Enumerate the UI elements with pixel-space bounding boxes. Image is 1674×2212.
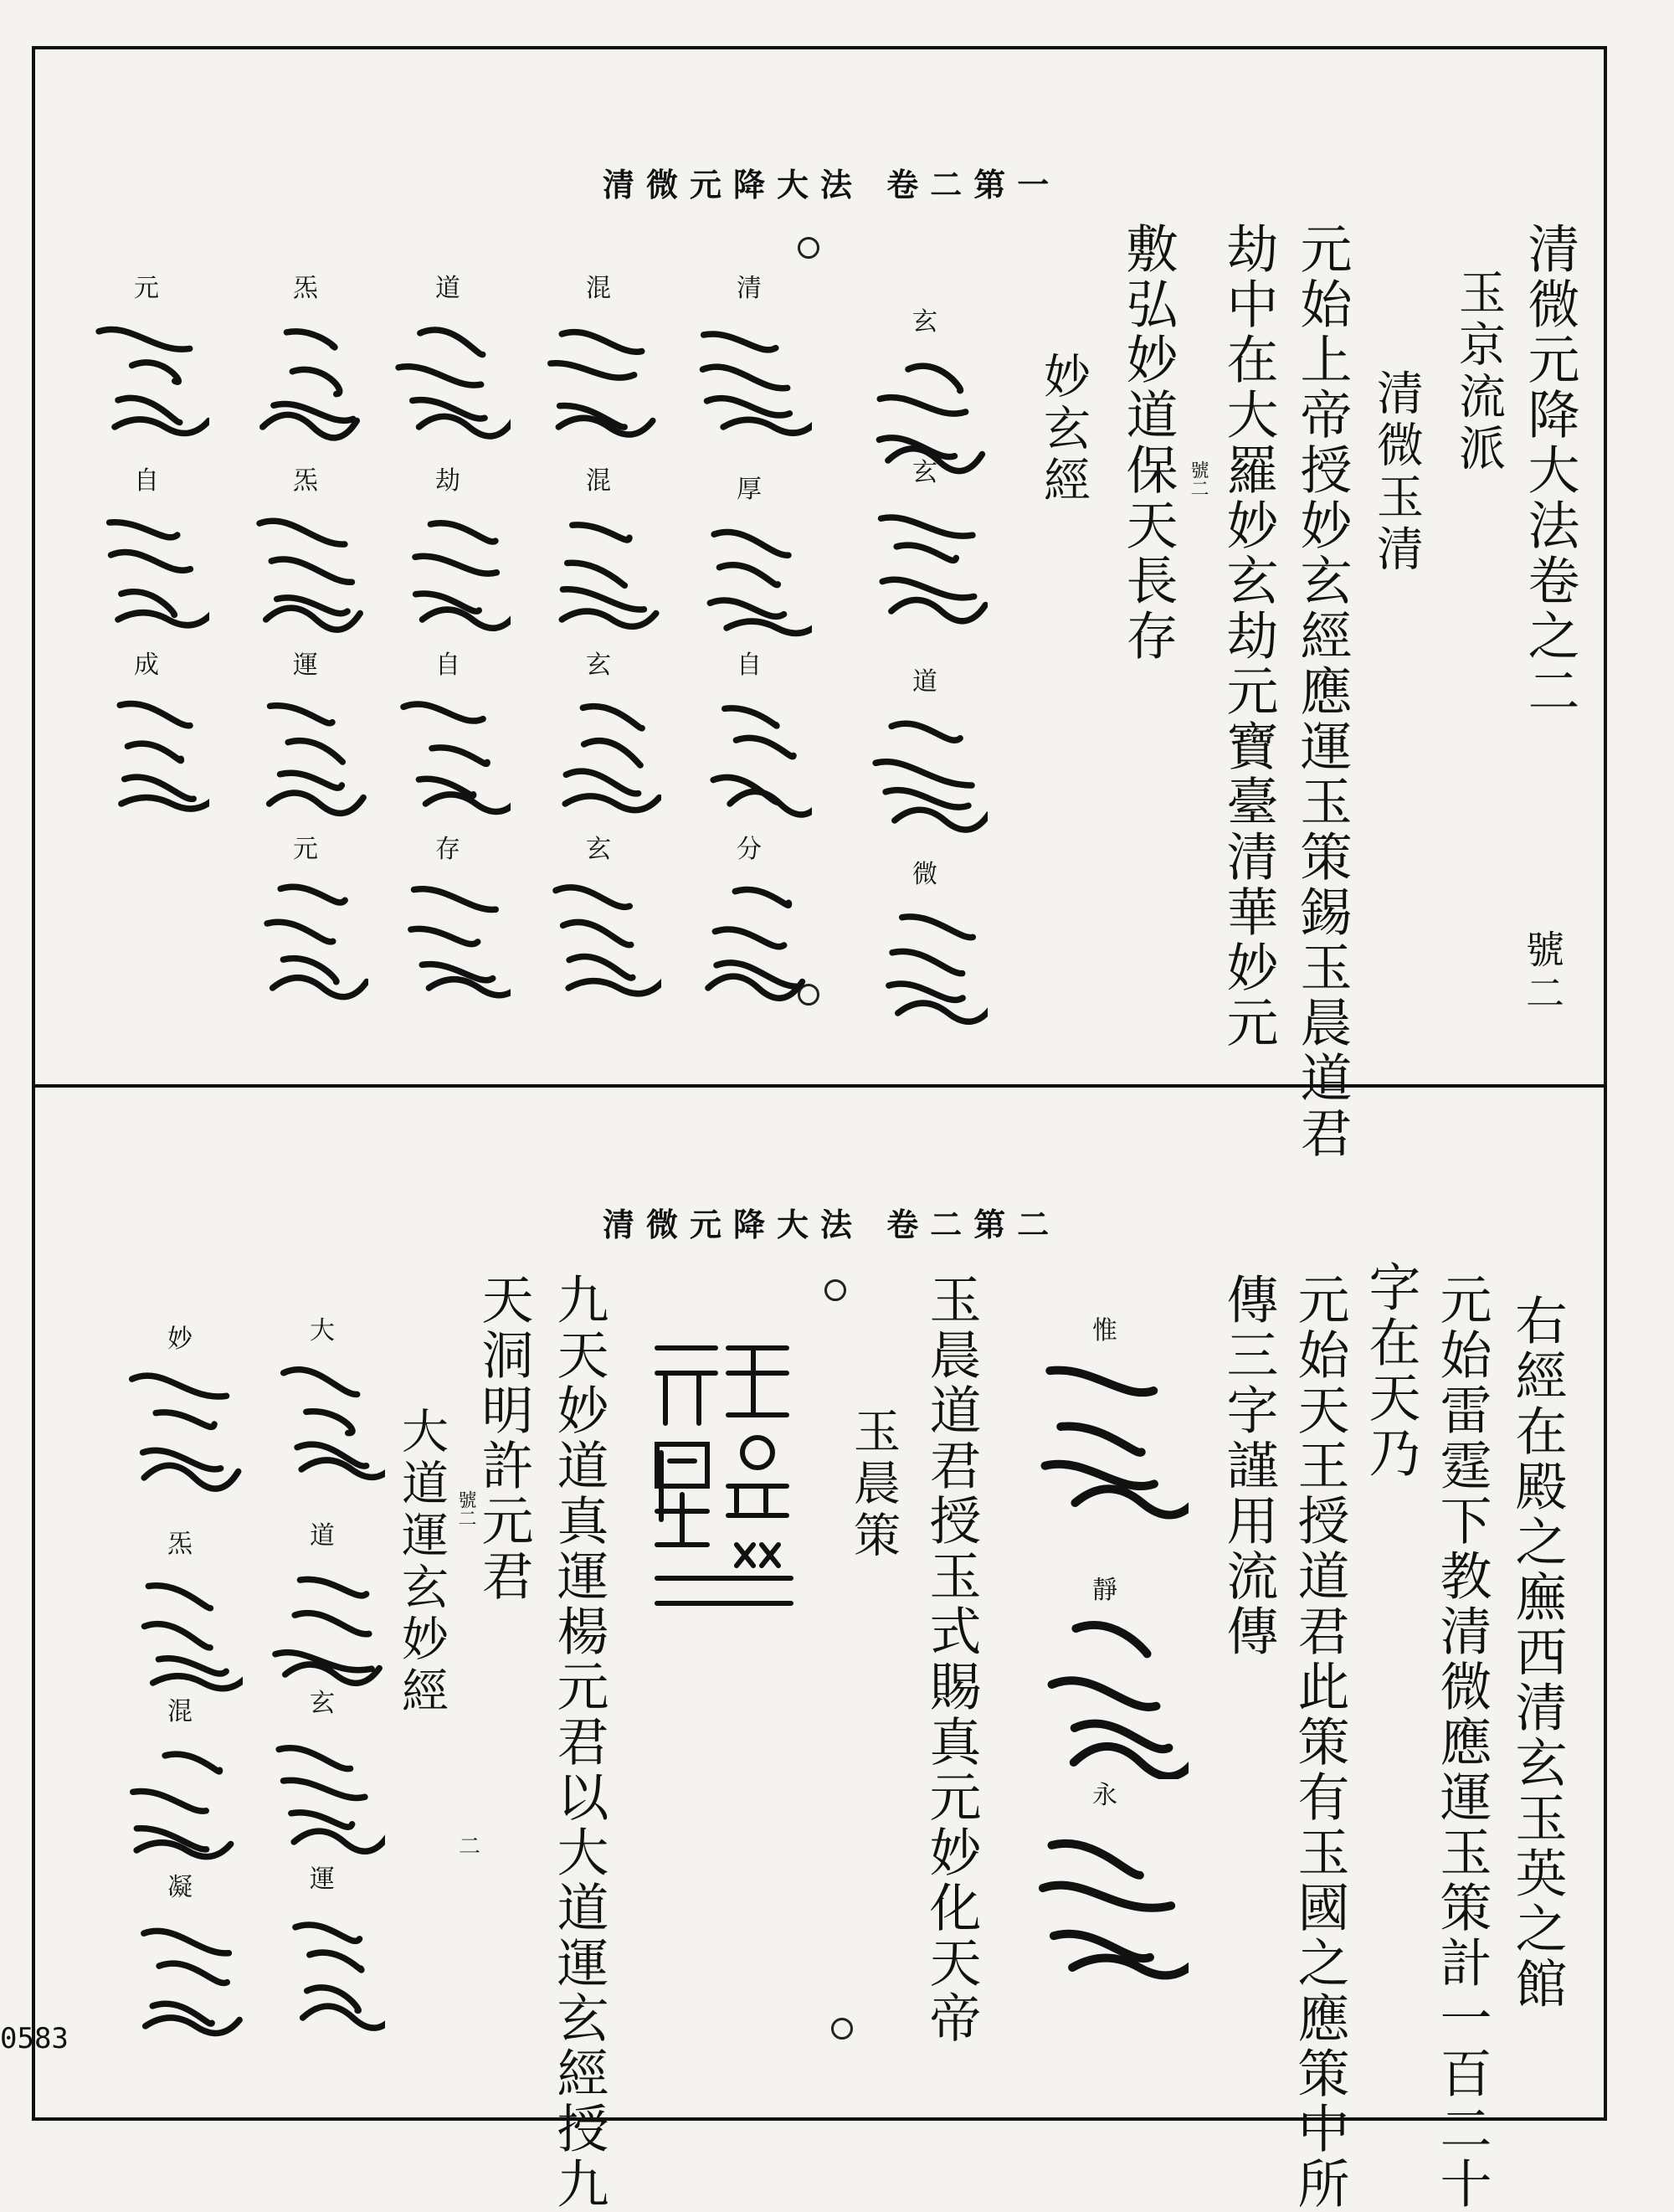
seal-script-glyph	[536, 653, 661, 820]
seal-script-glyph	[1021, 1316, 1189, 1520]
seal-glyph-label: 混	[167, 1697, 193, 1726]
seal-glyph-strokes	[243, 502, 368, 636]
seal-script-glyph	[536, 466, 661, 636]
seal-script-glyph	[84, 466, 209, 636]
seal-glyph-strokes	[117, 1361, 243, 1494]
seal-glyph-strokes	[862, 703, 988, 837]
bottom-column-5: 傳三字謹用流傳	[1218, 1273, 1279, 1659]
seal-glyph-strokes	[385, 310, 511, 444]
seal-glyph-label: 自	[435, 651, 460, 680]
seal-script-glyph	[243, 653, 368, 820]
seal-script-glyph	[84, 653, 209, 820]
binding-hole	[824, 1279, 846, 1301]
seal-glyph-label: 炁	[167, 1530, 193, 1559]
seal-glyph-strokes	[385, 871, 511, 1005]
bottom-tick-mark: 二	[459, 1834, 481, 1860]
seal-script-glyph	[259, 1316, 385, 1486]
seal-glyph-strokes	[259, 1352, 385, 1486]
bottom-column-2: 元始雷霆下教清微應運玉策計一百二十	[1431, 1273, 1492, 2212]
seal-script-glyph	[385, 653, 511, 820]
seal-glyph-strokes	[686, 871, 812, 1005]
seal-glyph-label: 玄	[912, 458, 937, 487]
seal-script-glyph	[1021, 1578, 1189, 1779]
seal-glyph-label: 道	[310, 1521, 335, 1551]
seal-glyph-label: 玄	[586, 835, 611, 864]
seal-script-glyph	[536, 276, 661, 444]
seal-glyph-strokes	[385, 502, 511, 636]
binding-hole	[798, 237, 819, 259]
seal-glyph-label: 玄	[912, 307, 937, 337]
seal-glyph-label: 道	[435, 274, 460, 303]
seal-glyph-label: 永	[1092, 1781, 1117, 1810]
seal-glyph-label: 成	[134, 651, 159, 680]
seal-glyph-strokes	[243, 310, 368, 444]
seal-script-glyph	[686, 477, 812, 645]
seal-script-glyph	[117, 1697, 243, 1867]
seal-glyph-strokes	[536, 310, 661, 444]
seal-glyph-label: 混	[586, 466, 611, 496]
seal-glyph-strokes	[117, 1566, 243, 1700]
seal-script-glyph	[243, 276, 368, 444]
seal-glyph-label: 自	[134, 466, 159, 496]
top-column-3: 清微玉清	[1369, 368, 1424, 576]
seal-glyph-strokes	[1021, 1612, 1189, 1779]
seal-glyph-label: 妙	[167, 1325, 193, 1354]
seal-glyph-label: 厚	[737, 475, 762, 504]
bottom-header: 清微元降大法 卷二第二	[603, 1206, 1061, 1243]
seal-glyph-strokes	[1021, 1352, 1189, 1520]
seal-glyph-label: 運	[310, 1865, 335, 1894]
seal-script-glyph	[1021, 1783, 1189, 1984]
bottom-column-4: 元始天王授道君此策有玉國之應策中所	[1289, 1273, 1350, 2212]
bottom-column-9-note: 號二	[455, 1490, 476, 1527]
seal-glyph-label: 微	[912, 860, 937, 889]
seal-glyph-strokes	[243, 687, 368, 820]
seal-script-glyph	[686, 837, 812, 1005]
seal-glyph-strokes	[385, 687, 511, 820]
seal-glyph-label: 元	[134, 274, 159, 303]
seal-glyph-strokes	[1021, 1817, 1189, 1984]
seal-script-glyph	[117, 1875, 243, 2043]
seal-script-glyph	[385, 276, 511, 444]
top-subtitle: 玉京流派	[1451, 268, 1506, 476]
bottom-column-9: 天洞明許元君	[473, 1273, 534, 1604]
top-title: 清微元降大法卷之二	[1519, 222, 1580, 719]
top-column-5: 劫中在大羅妙玄劫元寶臺清華妙元	[1218, 222, 1279, 1051]
binding-hole	[831, 2018, 853, 2040]
seal-script-glyph	[117, 1532, 243, 1700]
seal-glyph-label: 惟	[1092, 1316, 1117, 1345]
bottom-column-8: 九天妙道真運楊元君以大道運玄經授九	[548, 1273, 609, 2212]
bottom-column-3: 字在天乃	[1360, 1260, 1421, 1481]
seal-glyph-strokes	[686, 687, 812, 820]
seal-glyph-label: 清	[737, 274, 762, 303]
seal-script-glyph	[259, 1691, 385, 1859]
seal-glyph-strokes	[84, 687, 209, 820]
seal-glyph-strokes	[117, 1733, 243, 1867]
seal-glyph-strokes	[536, 502, 661, 636]
seal-glyph-strokes	[259, 1557, 385, 1691]
seal-script-glyph	[686, 276, 812, 444]
bottom-column-7: 玉晨策	[846, 1407, 901, 1562]
seal-script-glyph	[686, 653, 812, 820]
seal-script-glyph	[243, 837, 368, 1005]
seal-glyph-strokes	[259, 1725, 385, 1859]
bottom-column-10: 大道運玄妙經	[394, 1407, 449, 1718]
seal-script-glyph	[862, 307, 988, 477]
page-divider	[32, 1084, 1607, 1088]
seal-glyph-label: 運	[293, 651, 318, 680]
seal-glyph-label: 大	[310, 1316, 335, 1345]
seal-glyph-strokes	[536, 871, 661, 1005]
seal-script-glyph	[385, 837, 511, 1005]
seal-glyph-strokes	[686, 310, 812, 444]
seal-glyph-strokes	[686, 511, 812, 645]
seal-glyph-strokes	[117, 1909, 243, 2043]
seal-glyph-label: 道	[912, 667, 937, 697]
seal-glyph-strokes	[243, 871, 368, 1005]
seal-glyph-strokes	[536, 687, 661, 820]
seal-script-glyph	[259, 1521, 385, 1691]
seal-script-glyph	[862, 460, 988, 628]
seal-glyph-strokes	[84, 310, 209, 444]
seal-glyph-label: 玄	[310, 1689, 335, 1718]
seal-glyph-label: 凝	[167, 1873, 193, 1902]
seal-glyph-label: 存	[435, 835, 460, 864]
seal-glyph-strokes	[259, 1901, 385, 2035]
seal-script-glyph	[259, 1867, 385, 2035]
seal-script-glyph	[536, 837, 661, 1005]
seal-glyph-label: 玄	[586, 651, 611, 680]
seal-glyph-strokes	[862, 896, 988, 1030]
top-column-5-note: 號二	[1188, 460, 1209, 497]
seal-script-glyph	[862, 862, 988, 1030]
bottom-column-1: 右經在殿之廡西清玄玉英之館	[1507, 1294, 1568, 2012]
seal-glyph-label: 自	[737, 651, 762, 680]
page-number: 0583	[0, 2022, 69, 2055]
seal-script-glyph	[84, 276, 209, 444]
seal-glyph-strokes	[84, 502, 209, 636]
seal-glyph-strokes	[862, 343, 988, 477]
seal-glyph-label: 劫	[435, 466, 460, 496]
seal-script-glyph	[243, 466, 368, 636]
seal-script-glyph	[862, 667, 988, 837]
top-column-6: 敷弘妙道保天長存	[1117, 222, 1178, 664]
seal-glyph-strokes	[862, 494, 988, 628]
seal-script-glyph	[117, 1327, 243, 1494]
seal-glyph-label: 炁	[293, 466, 318, 496]
top-column-4: 元始上帝授妙玄經應運玉策錫玉晨道君	[1291, 222, 1353, 1161]
seal-glyph-label: 炁	[293, 274, 318, 303]
top-header: 清微元降大法 卷二第一	[603, 166, 1061, 203]
seal-glyph-label: 元	[293, 835, 318, 864]
talisman-seal-block	[649, 1335, 799, 1637]
seal-glyph-label: 混	[586, 274, 611, 303]
top-column-7: 妙玄經	[1036, 352, 1091, 507]
seal-script-glyph	[385, 466, 511, 636]
bottom-column-6: 玉晨道君授玉式賜真元妙化天帝	[921, 1273, 982, 2046]
seal-glyph-label: 靜	[1092, 1576, 1117, 1605]
seal-glyph-label: 分	[737, 835, 762, 864]
top-right-note: 號二	[1520, 929, 1565, 1016]
